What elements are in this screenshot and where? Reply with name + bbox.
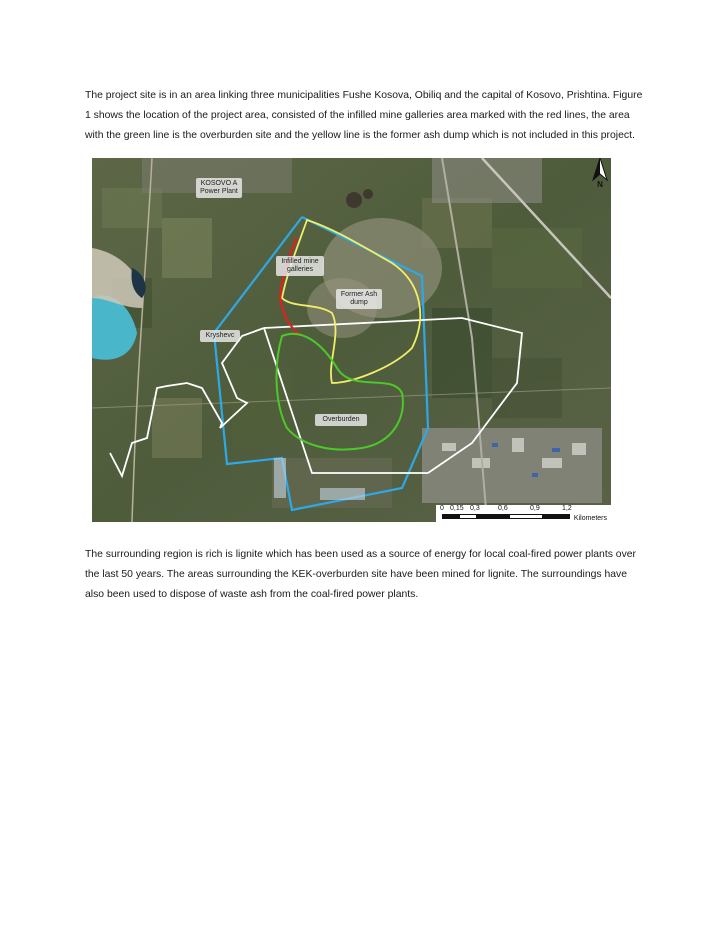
scale-tick: 0,9 <box>530 505 540 512</box>
surrounding-region-paragraph: The surrounding region is rich is lignite which has been used as a source of energy for local coal-fired power plants over the last 50 years. The areas surrounding the KEK-overburden site have been mined for lignite. The surroundings have also been used to dispose of waste ash from the coal-fired power plants. <box>85 549 636 600</box>
scale-tick: 0,15 <box>450 505 464 512</box>
scale-tick: 0,3 <box>470 505 480 512</box>
north-arrow-icon <box>591 158 609 194</box>
scale-bar <box>436 505 611 522</box>
intro-paragraph: The project site is in an area linking three municipalities Fushe Kosova, Obiliq and the capital of Kosovo, Prishtina. Figure 1 shows the location of the project area, consisted of the infilled mine galleries area marked with the red lines, the area with the green line is the overburden site and the yellow line is the former ash dump which is not included in this project. <box>85 90 643 141</box>
scale-tick: 0,6 <box>498 505 508 512</box>
label-infilled-mine-galleries: Infilled mine galleries <box>276 256 324 276</box>
north-letter: N <box>597 180 603 189</box>
label-former-ash-dump: Former Ash dump <box>336 289 382 309</box>
scale-tick: 0 <box>440 505 444 512</box>
satellite-map <box>92 158 611 522</box>
label-kosovo-a-power-plant: KOSOVO A Power Plant <box>196 178 242 198</box>
scale-unit: Kilometers <box>573 515 607 522</box>
project-area-map <box>92 158 611 522</box>
label-kryshevc: Kryshevc <box>200 330 240 342</box>
label-overburden: Overburden <box>315 414 367 426</box>
scale-tick: 1,2 <box>562 505 572 512</box>
